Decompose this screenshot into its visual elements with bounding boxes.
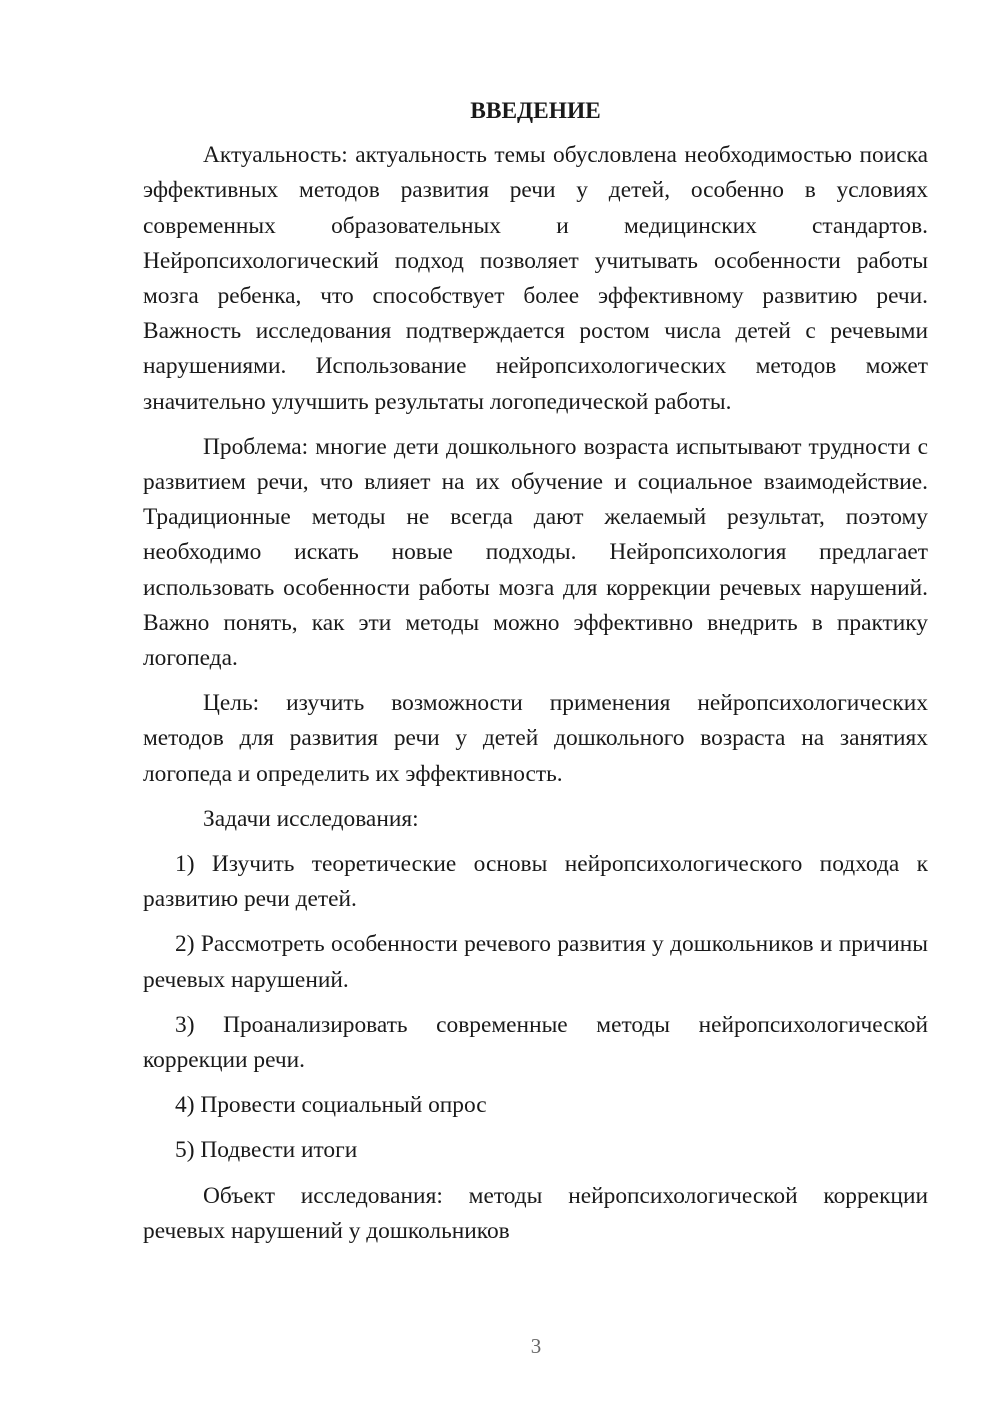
section-heading: ВВЕДЕНИЕ [470,98,601,124]
tasks-list [143,847,928,1169]
object-paragraph: Объект исследования: методы нейропсихологической коррекции речевых нарушений у дошкольников [143,1182,928,1244]
task-item: 1) Изучить теоретические основы нейропсихологического подхода к развитию речи детей. [143,851,928,913]
goal-paragraph: Цель: изучить возможности применения нейропсихологических методов для развития речи у детей дошкольного возраста на занятиях логопеда и определить их эффективность. [143,690,928,787]
problem-paragraph: Проблема: многие дети дошкольного возраста испытывают трудности с развитием речи, что влияет на их обучение и социальное взаимодействие. Традиционные методы не всегда дают желаемый результат, поэтому необходимо искать новые подходы. Нейропсихология предлагает использовать особенности работы мозга для коррекции речевых нарушений. Важно понять, как эти методы можно эффективно внедрить в практику логопеда. [143,433,928,672]
tasks-title: Задачи исследования: [203,805,419,832]
relevance-paragraph: Актуальность: актуальность темы обусловлена необходимостью поиска эффективных методов развития речи у детей, особенно в условиях современных образовательных и медицинских стандартов. Нейропсихологический подход позволяет учитывать особенности работы мозга ребенка, что способствует более эффективному развитию речи. Важность исследования подтверждается ростом числа детей с речевыми нарушениями. Использование нейропсихологических методов может значительно улучшить результаты логопедической работы. [143,142,928,415]
page-number: 3 [530,1334,542,1358]
task-item: 5) Подвести итоги [175,1137,358,1164]
task-item: 4) Провести социальный опрос [175,1092,487,1119]
task-item: 2) Рассмотреть особенности речевого развития у дошкольников и причины речевых нарушений. [143,931,928,993]
task-item: 3) Проанализировать современные методы нейропсихологической коррекции речи. [143,1011,928,1074]
page-content [143,94,928,1259]
